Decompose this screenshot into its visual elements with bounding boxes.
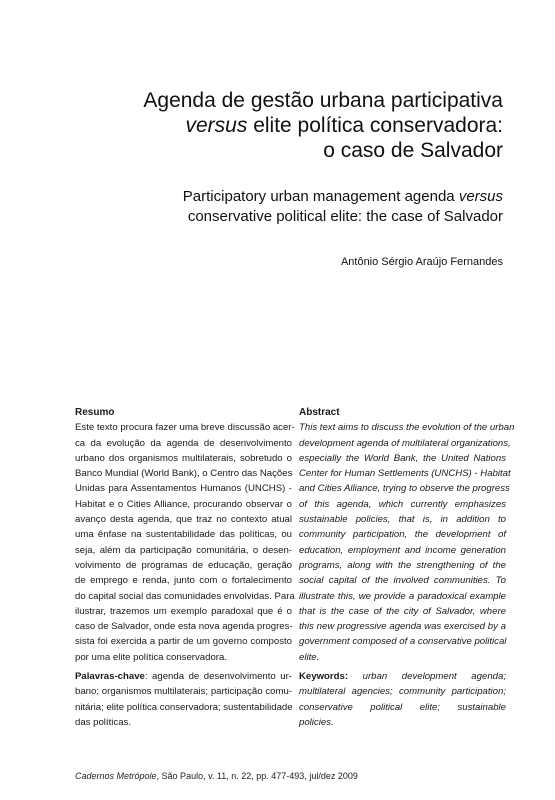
text-line: das políticas.: [75, 716, 131, 728]
text-line: seja, além da participação comunitária, o desen-: [75, 544, 292, 556]
text-line: This text aims to discuss the evolution of the urban: [299, 422, 515, 434]
author-name: Antônio Sérgio Araújo Fernandes: [340, 256, 503, 268]
text-line: that is the case of the city of Salvador, where: [299, 605, 506, 617]
text-line: Banco Mundial (World Bank), o Centro das Nações: [75, 468, 293, 480]
title-line-2-rest: elite política conservadora:: [247, 114, 503, 137]
title-line-2: [63, 113, 503, 138]
abstract-column: [299, 405, 515, 730]
article-subtitle: [63, 187, 503, 227]
text-line: of this agenda, which currently emphasizes: [299, 498, 506, 510]
subtitle-versus: versus: [458, 188, 503, 205]
subtitle-line-1: [63, 187, 503, 207]
text-line: urbano dos organismos multilaterais, sobretudo o: [75, 452, 292, 464]
footer-citation: , São Paulo, v. 11, n. 22, pp. 477-493, jul/dez 2009: [156, 771, 358, 781]
resumo-column: [75, 405, 295, 730]
subtitle-line-1-text: Participatory urban management agenda: [182, 188, 459, 205]
text-line: and Cities Alliance, trying to observe the progress: [299, 483, 510, 495]
text-line: illustrate this, we provide a paradoxical example: [299, 590, 506, 602]
text-line: ilustrar, trazemos um exemplo paradoxal que é o: [75, 605, 292, 617]
resumo-body: [75, 420, 295, 665]
text-line: Este texto procura fazer uma breve discussão acer-: [75, 422, 295, 434]
text-line: caso de Salvador, onde esta nova agenda progres-: [75, 621, 293, 633]
keywords: [299, 669, 506, 730]
text-line: policies.: [299, 716, 334, 728]
text-line: conservative political elite; sustainable: [299, 701, 506, 713]
text-line: nitária; elite política conservadora; sustentabilidade: [75, 701, 293, 713]
abstract-body: [299, 420, 515, 665]
text-line: especially the World Bank, the United Nations: [299, 452, 506, 464]
text-line: do capital social das comunidades envolvidas. Para: [75, 590, 295, 602]
text-line: sustainable policies, that is, in addition to: [299, 514, 506, 526]
text-line: [75, 669, 292, 684]
text-line: elite.: [299, 651, 320, 663]
title-line-3: o caso de Salvador: [323, 139, 503, 162]
resumo-heading: Resumo: [75, 407, 115, 418]
text-line: development agenda of multilateral organizations,: [299, 437, 511, 449]
article-title: [63, 88, 503, 163]
page-footer: [75, 771, 358, 781]
text-line: government composed of a conservative political: [299, 636, 507, 648]
text-line: uma ênfase na sustentabilidade das políticas, ou: [75, 529, 292, 541]
text-line: ca da evolução da agenda de desenvolvimento: [75, 437, 292, 449]
text-line: Unidas para Assentamentos Humanos (UNCHS) -: [75, 483, 292, 495]
text-line: [299, 669, 506, 684]
text-line: education, employment and income generation: [299, 544, 506, 556]
text-line: de emprego e renda, junto com o fortalecimento: [75, 575, 292, 587]
subtitle-line-2: conservative political elite: the case of Salvador: [187, 208, 503, 225]
text-line: community participation, the development of: [299, 529, 506, 541]
keywords-text: urban development agenda;: [348, 671, 506, 683]
text-line: por uma elite política conservadora.: [75, 651, 227, 663]
text-line: multilateral agencies; community participation;: [299, 686, 506, 698]
keywords-text: : agenda de desenvolvimento ur-: [144, 671, 292, 683]
keywords-label: Keywords:: [299, 671, 349, 683]
text-line: bano; organismos multilaterais; participação comu-: [75, 686, 292, 698]
palavras-chave: [75, 669, 292, 730]
keywords-label: Palavras-chave: [75, 671, 145, 683]
text-line: Habitat e o Cities Alliance, procurando observar o: [75, 498, 292, 510]
text-line: volvimento de programas de educação, geração: [75, 559, 292, 571]
text-line: this new progressive agenda was exercised by a: [299, 621, 506, 633]
title-versus: versus: [185, 114, 248, 137]
text-line: Center for Human Settlements (UNCHS) - Habitat: [299, 468, 511, 480]
text-line: programs, along with the strengthening of the: [299, 559, 506, 571]
text-line: sista foi exercida a partir de um governo composto: [75, 636, 292, 648]
title-line-1: Agenda de gestão urbana participativa: [143, 89, 503, 112]
journal-name: Cadernos Metrópole: [75, 771, 157, 781]
text-line: social capital of the involved communities. To: [299, 575, 506, 587]
text-line: avanço desta agenda, que traz no contexto atual: [75, 514, 292, 526]
abstract-heading: Abstract: [299, 407, 340, 418]
